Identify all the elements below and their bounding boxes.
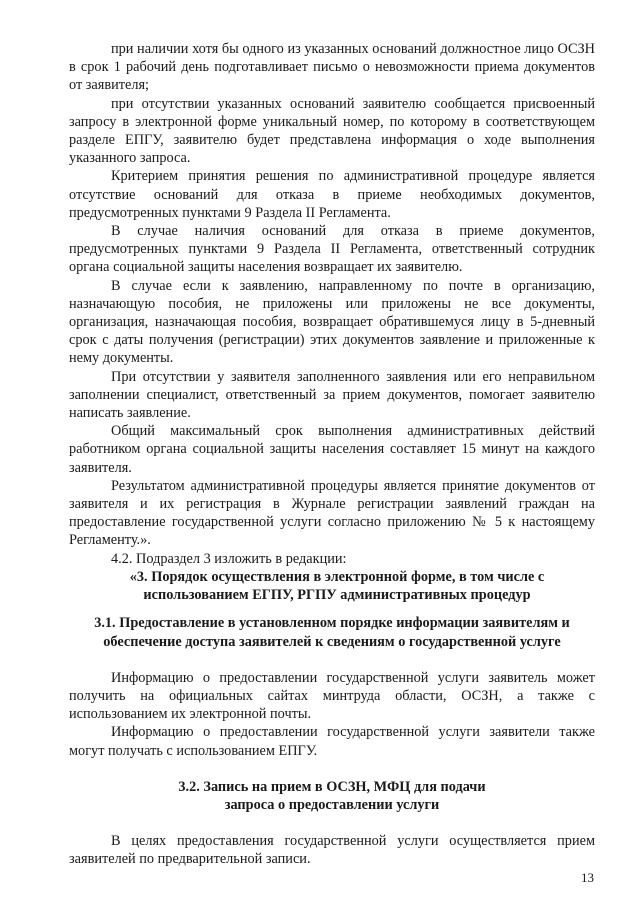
paragraph: При отсутствии у заявителя заполненного заявления или его неправильном заполнении специалист, ответственный за прием документов, помогает заявителю написать заявление. [69, 368, 595, 422]
paragraph: Информацию о предоставлении государственной услуги заявитель может получить на официальных сайтах минтруда области, ОСЗН, а также с использованием их электронной почты. [69, 669, 595, 723]
paragraph: В случае наличия оснований для отказа в приеме документов, предусмотренных пунктами 9 Раздела II Регламента, ответственный сотрудник органа социальной защиты населения возвращает их заявителю. [69, 223, 595, 276]
section-3-1-title-line: обеспечение доступа заявителей к сведениям о государственной услуге [103, 633, 561, 650]
section-3-title-line: использованием ЕГПУ, РГПУ административных процедур [143, 587, 531, 604]
section-3-2-title-line: 3.2. Запись на прием в ОСЗН, МФЦ для подачи [178, 778, 486, 795]
page-number: 13 [581, 870, 594, 885]
paragraph: при отсутствии указанных оснований заявителю сообщается присвоенный запросу в электронной форме уникальный номер, по которому в соответствующем разделе ЕПГУ, заявителю будет представлена информация о ходе выполнения указанного запроса. [69, 95, 595, 167]
paragraph: В целях предоставления государственной услуги осуществляется прием заявителей по предварительной записи. [69, 833, 595, 868]
document-page [69, 40, 595, 869]
paragraph: Информацию о предоставлении государственной услуги заявители также могут получать с использованием ЕПГУ. [69, 724, 595, 759]
paragraph: Результатом административной процедуры является принятие документов от заявителя и их регистрация в Журнале регистрации заявлений граждан на предоставление государственной услуги согласно приложению № 5 к настоящему Регламенту.». [69, 477, 595, 549]
section-3-1-title-line: 3.1. Предоставление в установленном порядке информации заявителям и [94, 615, 570, 632]
section-3-1-title [59, 614, 605, 650]
section-3-2-title [59, 778, 605, 814]
paragraph: Критерием принятия решения по административной процедуре является отсутствие оснований для отказа в приеме необходимых документов, предусмотренных пунктами 9 Раздела II Регламента. [69, 168, 595, 221]
paragraph: Общий максимальный срок выполнения административных действий работником органа социальной защиты населения составляет 15 минут на каждого заявителя. [69, 423, 595, 476]
section-3-title [69, 568, 595, 604]
paragraph: при наличии хотя бы одного из указанных оснований должностное лицо ОСЗН в срок 1 рабочий день подготавливает письмо о невозможности приема документов от заявителя; [69, 41, 595, 94]
paragraph: В случае если к заявлению, направленному по почте в организацию, назначающую пособия, не приложены или приложены не все документы, организация, назначающая пособия, возвращает обратившемуся лицу в 5-дневный срок с даты получения (регистрации) этих документов заявление и приложенные к нему документы. [69, 277, 595, 367]
section-3-2-title-line: запроса о предоставлении услуги [224, 796, 440, 813]
section-3-title-line: «3. Порядок осуществления в электронной форме, в том числе с [129, 568, 545, 585]
paragraph: 4.2. Подраздел 3 изложить в редакции: [111, 550, 347, 567]
